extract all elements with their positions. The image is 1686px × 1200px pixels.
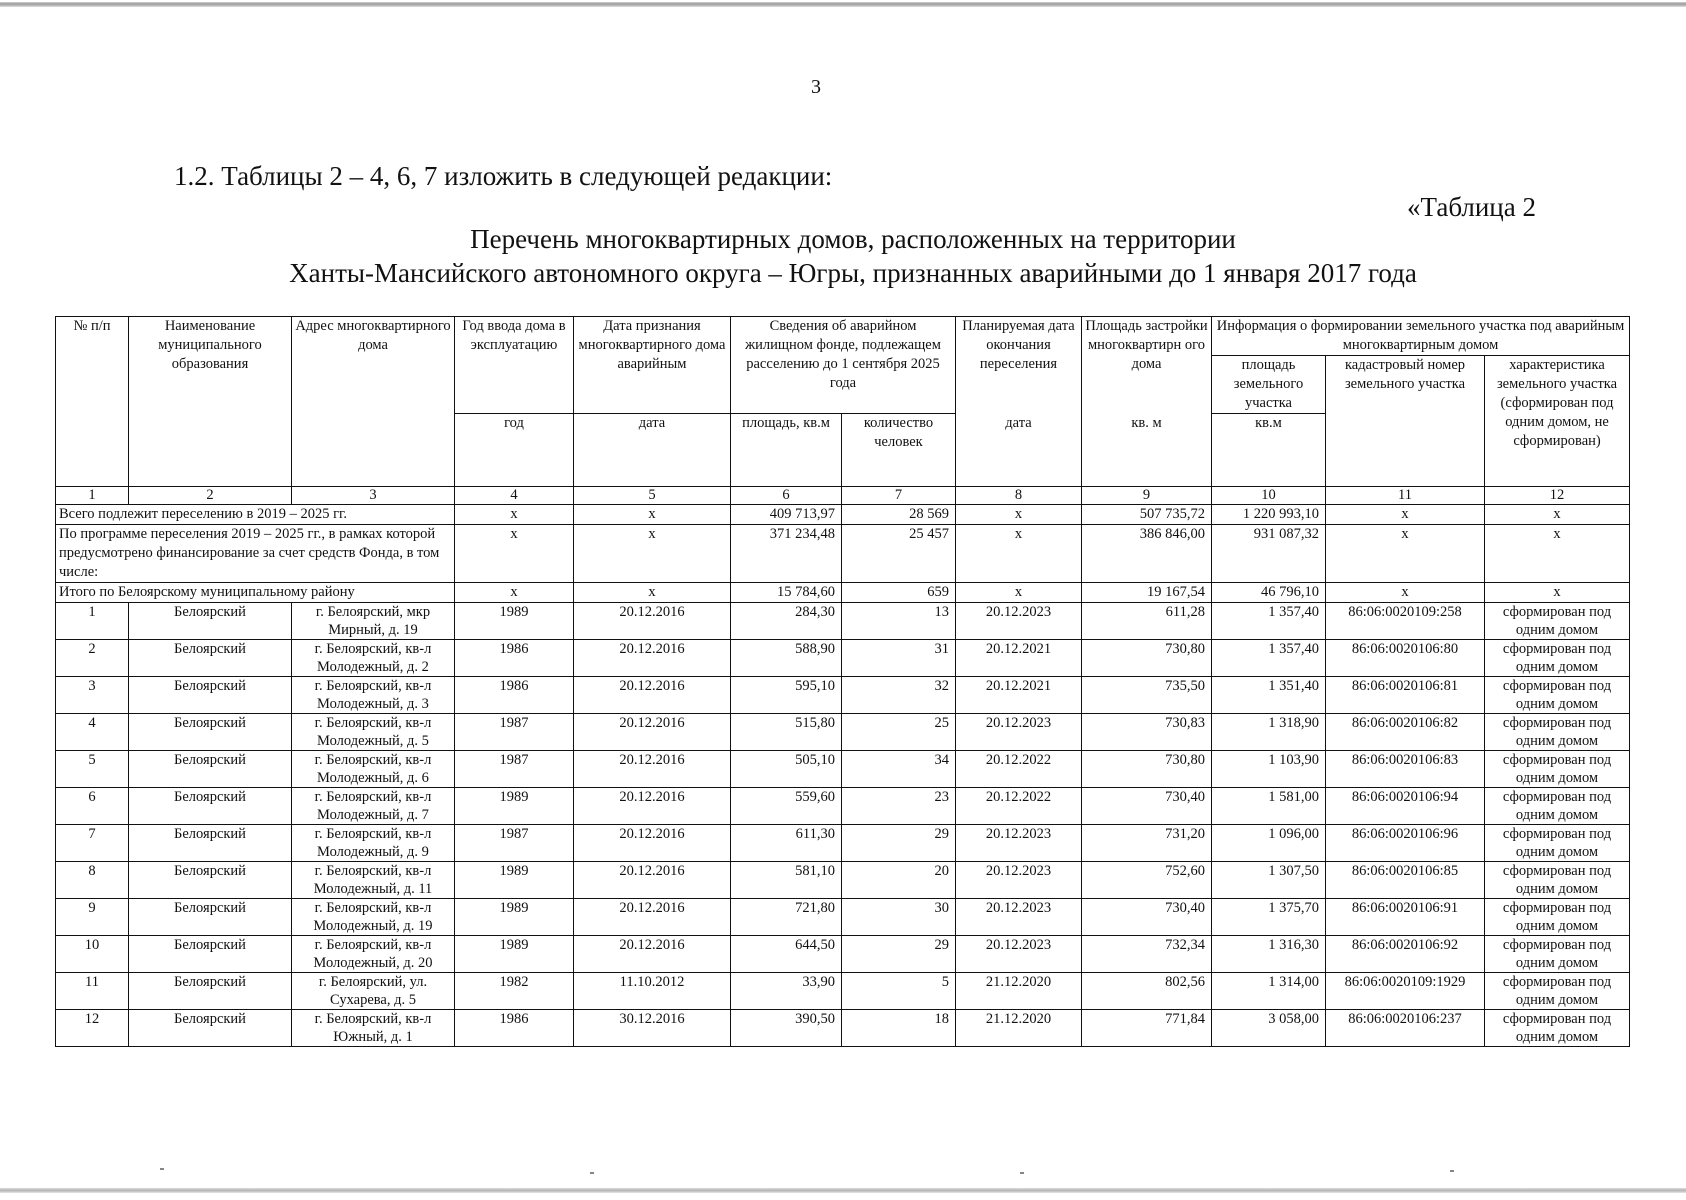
table-row [56, 973, 1630, 1010]
row-cadastral: 86:06:0020106:80 [1326, 640, 1485, 677]
row-people: 30 [842, 899, 956, 936]
summary-row-fund [56, 525, 1630, 583]
row-built-area: 730,83 [1082, 714, 1212, 751]
table-row [56, 751, 1630, 788]
row-municipality: Белоярский [129, 788, 292, 825]
row-address: г. Белоярский, ул. Сухарева, д. 5 [292, 973, 455, 1010]
row-land-area: 1 357,40 [1212, 603, 1326, 640]
row-year: 1989 [455, 603, 574, 640]
row-land-char: сформирован под одним домом [1485, 899, 1630, 936]
summary-label: Итого по Белоярскому муниципальному району [56, 583, 455, 603]
row-address: г. Белоярский, кв-л Молодежный, д. 6 [292, 751, 455, 788]
row-municipality: Белоярский [129, 1010, 292, 1047]
row-cadastral: 86:06:0020109:258 [1326, 603, 1485, 640]
summary-area: 409 713,97 [731, 505, 842, 525]
row-address: г. Белоярский, кв-л Молодежный, д. 3 [292, 677, 455, 714]
title-line-1: Перечень многоквартирных домов, расположенных на территории [470, 224, 1236, 254]
row-land-char: сформирован под одним домом [1485, 936, 1630, 973]
header-row-1 [56, 317, 1630, 356]
row-year: 1986 [455, 1010, 574, 1047]
row-built-area: 730,80 [1082, 640, 1212, 677]
column-index: 2 [129, 487, 292, 505]
row-number: 6 [56, 788, 129, 825]
summary-label: По программе переселения 2019 – 2025 гг., в рамках которой предусмотрено финансирование за счет средств Фонда, в том числе: [56, 525, 455, 583]
row-year: 1989 [455, 788, 574, 825]
row-planned-date: 20.12.2022 [956, 751, 1082, 788]
column-index: 1 [56, 487, 129, 505]
summary-land-area: 46 796,10 [1212, 583, 1326, 603]
header-land-char: характеристика земельного участка (сформирован под одним домом, не сформирован) [1485, 356, 1630, 487]
column-index: 5 [574, 487, 731, 505]
row-planned-date: 20.12.2023 [956, 714, 1082, 751]
row-built-area: 730,40 [1082, 788, 1212, 825]
data-rows [56, 603, 1630, 1047]
header-num: № п/п [56, 317, 129, 487]
row-land-area: 1 307,50 [1212, 862, 1326, 899]
row-number: 5 [56, 751, 129, 788]
row-land-area: 1 096,00 [1212, 825, 1326, 862]
row-year: 1989 [455, 862, 574, 899]
summary-land-area: 1 220 993,10 [1212, 505, 1326, 525]
table-row [56, 936, 1630, 973]
row-recognized-date: 20.12.2016 [574, 936, 731, 973]
table-row [56, 603, 1630, 640]
row-address: г. Белоярский, кв-л Молодежный, д. 5 [292, 714, 455, 751]
summary-built-area: 386 846,00 [1082, 525, 1212, 583]
row-municipality: Белоярский [129, 899, 292, 936]
column-index: 10 [1212, 487, 1326, 505]
row-land-char: сформирован под одним домом [1485, 1010, 1630, 1047]
row-land-char: сформирован под одним домом [1485, 862, 1630, 899]
row-cadastral: 86:06:0020106:92 [1326, 936, 1485, 973]
row-planned-date: 20.12.2023 [956, 825, 1082, 862]
row-number: 1 [56, 603, 129, 640]
row-year: 1987 [455, 825, 574, 862]
row-planned-date: 21.12.2020 [956, 1010, 1082, 1047]
row-area: 595,10 [731, 677, 842, 714]
row-planned-date: 20.12.2023 [956, 862, 1082, 899]
summary-cadastral: х [1326, 505, 1485, 525]
row-area: 559,60 [731, 788, 842, 825]
row-area: 390,50 [731, 1010, 842, 1047]
summary-label: Всего подлежит переселению в 2019 – 2025 гг. [56, 505, 455, 525]
header-cadastral: кадастровый номер земельного участка [1326, 356, 1485, 487]
row-cadastral: 86:06:0020106:83 [1326, 751, 1485, 788]
row-recognized-date: 20.12.2016 [574, 751, 731, 788]
row-people: 5 [842, 973, 956, 1010]
scan-edge-top [0, 2, 1686, 7]
summary-planned: х [956, 505, 1082, 525]
summary-char: х [1485, 583, 1630, 603]
row-municipality: Белоярский [129, 640, 292, 677]
summary-built-area: 507 735,72 [1082, 505, 1212, 525]
row-municipality: Белоярский [129, 677, 292, 714]
summary-row-total [56, 505, 1630, 525]
table-label: «Таблица 2 [1407, 192, 1536, 222]
row-land-char: сформирован под одним домом [1485, 788, 1630, 825]
row-built-area: 611,28 [1082, 603, 1212, 640]
row-number: 8 [56, 862, 129, 899]
table-row [56, 714, 1630, 751]
row-address: г. Белоярский, мкр Мирный, д. 19 [292, 603, 455, 640]
header-built-area: Площадь застройки многоквартирн ого дома [1082, 317, 1212, 414]
summary-recognized: х [574, 505, 731, 525]
row-land-area: 1 318,90 [1212, 714, 1326, 751]
scan-speck [1450, 1170, 1454, 1172]
row-people: 13 [842, 603, 956, 640]
row-address: г. Белоярский, кв-л Молодежный, д. 11 [292, 862, 455, 899]
row-land-area: 1 357,40 [1212, 640, 1326, 677]
scan-speck [160, 1168, 164, 1170]
row-built-area: 731,20 [1082, 825, 1212, 862]
header-land-area: площадь земельного участка [1212, 356, 1326, 414]
row-land-area: 1 351,40 [1212, 677, 1326, 714]
unit-built-area: кв. м [1082, 414, 1212, 487]
summary-planned: х [956, 525, 1082, 583]
row-cadastral: 86:06:0020106:96 [1326, 825, 1485, 862]
row-year: 1987 [455, 751, 574, 788]
row-municipality: Белоярский [129, 751, 292, 788]
row-recognized-date: 20.12.2016 [574, 899, 731, 936]
row-year: 1987 [455, 714, 574, 751]
table-row [56, 640, 1630, 677]
row-land-char: сформирован под одним домом [1485, 714, 1630, 751]
row-planned-date: 21.12.2020 [956, 973, 1082, 1010]
column-index-row [56, 487, 1630, 505]
table-row [56, 677, 1630, 714]
column-index: 7 [842, 487, 956, 505]
row-people: 31 [842, 640, 956, 677]
row-number: 11 [56, 973, 129, 1010]
summary-cadastral: х [1326, 583, 1485, 603]
row-number: 9 [56, 899, 129, 936]
row-number: 4 [56, 714, 129, 751]
column-index: 4 [455, 487, 574, 505]
row-cadastral: 86:06:0020106:82 [1326, 714, 1485, 751]
summary-people: 25 457 [842, 525, 956, 583]
row-people: 29 [842, 825, 956, 862]
row-built-area: 735,50 [1082, 677, 1212, 714]
row-area: 644,50 [731, 936, 842, 973]
unit-land-area: кв.м [1212, 414, 1326, 487]
unit-year: год [455, 414, 574, 487]
row-land-area: 1 375,70 [1212, 899, 1326, 936]
row-year: 1989 [455, 899, 574, 936]
summary-year: х [455, 525, 574, 583]
summary-people: 28 569 [842, 505, 956, 525]
row-number: 10 [56, 936, 129, 973]
row-planned-date: 20.12.2021 [956, 640, 1082, 677]
row-land-area: 1 581,00 [1212, 788, 1326, 825]
table-row [56, 899, 1630, 936]
summary-built-area: 19 167,54 [1082, 583, 1212, 603]
row-land-area: 1 103,90 [1212, 751, 1326, 788]
row-address: г. Белоярский, кв-л Молодежный, д. 9 [292, 825, 455, 862]
instruction-text: 1.2. Таблицы 2 – 4, 6, 7 изложить в следующей редакции: [174, 161, 833, 191]
row-municipality: Белоярский [129, 936, 292, 973]
header-fund-info: Сведения об аварийном жилищном фонде, подлежащем расселению до 1 сентября 2025 года [731, 317, 956, 414]
row-people: 18 [842, 1010, 956, 1047]
summary-year: х [455, 505, 574, 525]
summary-year: х [455, 583, 574, 603]
row-cadastral: 86:06:0020106:94 [1326, 788, 1485, 825]
column-index: 12 [1485, 487, 1630, 505]
row-land-char: сформирован под одним домом [1485, 973, 1630, 1010]
row-year: 1986 [455, 640, 574, 677]
row-cadastral: 86:06:0020106:91 [1326, 899, 1485, 936]
row-area: 611,30 [731, 825, 842, 862]
page-number: 3 [811, 76, 821, 98]
unit-planned: дата [956, 414, 1082, 487]
row-planned-date: 20.12.2023 [956, 936, 1082, 973]
row-land-char: сформирован под одним домом [1485, 825, 1630, 862]
row-land-area: 3 058,00 [1212, 1010, 1326, 1047]
column-index: 6 [731, 487, 842, 505]
row-recognized-date: 20.12.2016 [574, 862, 731, 899]
row-recognized-date: 11.10.2012 [574, 973, 731, 1010]
houses-table [55, 316, 1630, 1047]
row-people: 32 [842, 677, 956, 714]
summary-recognized: х [574, 525, 731, 583]
row-address: г. Белоярский, кв-л Молодежный, д. 20 [292, 936, 455, 973]
column-index: 3 [292, 487, 455, 505]
table-row [56, 862, 1630, 899]
row-area: 284,30 [731, 603, 842, 640]
row-people: 20 [842, 862, 956, 899]
row-recognized-date: 20.12.2016 [574, 714, 731, 751]
table-row [56, 788, 1630, 825]
row-year: 1989 [455, 936, 574, 973]
row-recognized-date: 20.12.2016 [574, 788, 731, 825]
summary-land-area: 931 087,32 [1212, 525, 1326, 583]
document-title [170, 222, 1536, 290]
scan-edge-bottom [0, 1188, 1686, 1193]
row-area: 581,10 [731, 862, 842, 899]
row-land-char: сформирован под одним домом [1485, 751, 1630, 788]
row-planned-date: 20.12.2023 [956, 899, 1082, 936]
summary-char: х [1485, 505, 1630, 525]
row-recognized-date: 20.12.2016 [574, 677, 731, 714]
table-row [56, 1010, 1630, 1047]
row-year: 1986 [455, 677, 574, 714]
summary-cadastral: х [1326, 525, 1485, 583]
row-number: 3 [56, 677, 129, 714]
column-index: 9 [1082, 487, 1212, 505]
row-built-area: 732,34 [1082, 936, 1212, 973]
unit-people: количество человек [842, 414, 956, 487]
scan-speck [1020, 1172, 1024, 1174]
row-people: 29 [842, 936, 956, 973]
header-planned: Планируемая дата окончания переселения [956, 317, 1082, 414]
unit-area: площадь, кв.м [731, 414, 842, 487]
unit-recognized: дата [574, 414, 731, 487]
summary-area: 15 784,60 [731, 583, 842, 603]
row-built-area: 730,40 [1082, 899, 1212, 936]
summary-area: 371 234,48 [731, 525, 842, 583]
row-number: 7 [56, 825, 129, 862]
header-recognized: Дата признания многоквартирного дома аварийным [574, 317, 731, 414]
row-recognized-date: 30.12.2016 [574, 1010, 731, 1047]
row-recognized-date: 20.12.2016 [574, 603, 731, 640]
row-address: г. Белоярский, кв-л Молодежный, д. 19 [292, 899, 455, 936]
column-index: 11 [1326, 487, 1485, 505]
summary-planned: х [956, 583, 1082, 603]
row-municipality: Белоярский [129, 603, 292, 640]
summary-char: х [1485, 525, 1630, 583]
row-built-area: 752,60 [1082, 862, 1212, 899]
row-land-area: 1 314,00 [1212, 973, 1326, 1010]
row-people: 23 [842, 788, 956, 825]
row-cadastral: 86:06:0020106:85 [1326, 862, 1485, 899]
row-municipality: Белоярский [129, 825, 292, 862]
row-people: 34 [842, 751, 956, 788]
row-land-char: сформирован под одним домом [1485, 640, 1630, 677]
row-built-area: 771,84 [1082, 1010, 1212, 1047]
row-built-area: 730,80 [1082, 751, 1212, 788]
header-land-info: Информация о формировании земельного участка под аварийным многоквартирным домом [1212, 317, 1630, 356]
header-year: Год ввода дома в эксплуатацию [455, 317, 574, 414]
row-cadastral: 86:06:0020106:237 [1326, 1010, 1485, 1047]
row-land-char: сформирован под одним домом [1485, 603, 1630, 640]
row-number: 2 [56, 640, 129, 677]
row-planned-date: 20.12.2021 [956, 677, 1082, 714]
row-address: г. Белоярский, кв-л Молодежный, д. 2 [292, 640, 455, 677]
row-area: 33,90 [731, 973, 842, 1010]
row-cadastral: 86:06:0020109:1929 [1326, 973, 1485, 1010]
row-planned-date: 20.12.2022 [956, 788, 1082, 825]
row-area: 588,90 [731, 640, 842, 677]
row-people: 25 [842, 714, 956, 751]
row-address: г. Белоярский, кв-л Молодежный, д. 7 [292, 788, 455, 825]
row-land-area: 1 316,30 [1212, 936, 1326, 973]
row-address: г. Белоярский, кв-л Южный, д. 1 [292, 1010, 455, 1047]
row-municipality: Белоярский [129, 714, 292, 751]
row-area: 515,80 [731, 714, 842, 751]
row-area: 721,80 [731, 899, 842, 936]
title-line-2: Ханты-Мансийского автономного округа – Югры, признанных аварийными до 1 января 2017 года [289, 258, 1417, 288]
summary-recognized: х [574, 583, 731, 603]
row-year: 1982 [455, 973, 574, 1010]
summary-row-district [56, 583, 1630, 603]
summary-people: 659 [842, 583, 956, 603]
row-recognized-date: 20.12.2016 [574, 825, 731, 862]
row-area: 505,10 [731, 751, 842, 788]
header-municipality: Наименование муниципального образования [129, 317, 292, 487]
row-built-area: 802,56 [1082, 973, 1212, 1010]
row-municipality: Белоярский [129, 862, 292, 899]
row-planned-date: 20.12.2023 [956, 603, 1082, 640]
row-municipality: Белоярский [129, 973, 292, 1010]
header-address: Адрес многоквартирного дома [292, 317, 455, 487]
column-index: 8 [956, 487, 1082, 505]
table-row [56, 825, 1630, 862]
scan-speck [590, 1172, 594, 1174]
row-number: 12 [56, 1010, 129, 1047]
row-land-char: сформирован под одним домом [1485, 677, 1630, 714]
row-recognized-date: 20.12.2016 [574, 640, 731, 677]
row-cadastral: 86:06:0020106:81 [1326, 677, 1485, 714]
